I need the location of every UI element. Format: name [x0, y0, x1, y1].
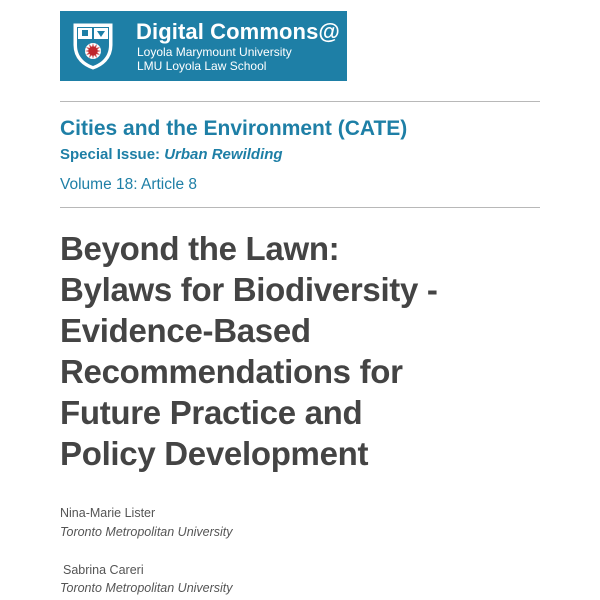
title-line: Policy Development — [60, 435, 369, 472]
article-title — [60, 228, 540, 474]
issue-prefix: Special Issue: — [60, 146, 165, 163]
author-name: Nina-Marie Lister — [60, 506, 156, 520]
title-divider — [60, 207, 540, 208]
title-line: Recommendations for — [60, 353, 403, 390]
journal-name[interactable]: Cities and the Environment (CATE) — [60, 117, 408, 140]
digital-commons-banner[interactable] — [60, 11, 347, 81]
author-affiliation: Toronto Metropolitan University — [60, 581, 233, 595]
title-line: Future Practice and — [60, 394, 363, 431]
lmu-shield-icon — [70, 21, 116, 71]
banner-school: LMU Loyola Law School — [137, 59, 267, 73]
author-affiliation: Toronto Metropolitan University — [60, 525, 233, 539]
title-line: Bylaws for Biodiversity - — [60, 271, 438, 308]
volume-article: Volume 18: Article 8 — [60, 176, 197, 193]
banner-title: Digital Commons@ — [136, 19, 340, 44]
author-name: Sabrina Careri — [63, 563, 144, 577]
banner-university: Loyola Marymount University — [137, 45, 292, 59]
top-divider — [60, 101, 540, 102]
title-line: Beyond the Lawn: — [60, 230, 340, 267]
issue-name: Urban Rewilding — [164, 146, 283, 163]
title-line: Evidence-Based — [60, 312, 311, 349]
special-issue — [60, 146, 283, 163]
